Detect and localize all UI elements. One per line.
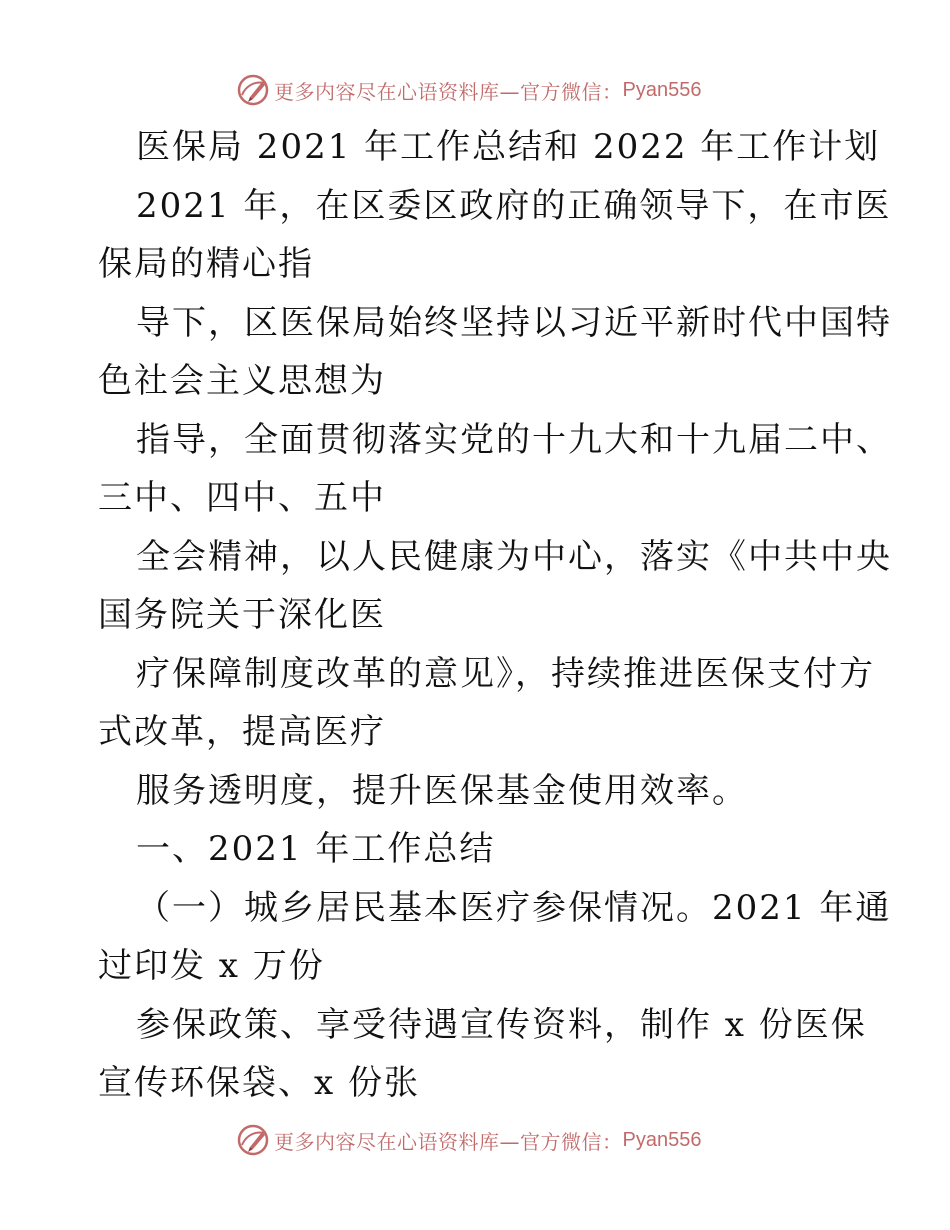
text-line: （一）城乡居民基本医疗参保情况。2021 年通 bbox=[136, 887, 892, 928]
text-line: 指导，全面贯彻落实党的十九大和十九届二中、 bbox=[136, 419, 892, 460]
text-line: 过印发 x 万份 bbox=[98, 946, 325, 986]
watermark-text: 更多内容尽在心语资料库—官方微信： bbox=[274, 79, 623, 104]
text-line: 疗保障制度改革的意见》，持续推进医保支付方 bbox=[136, 653, 875, 694]
text-line: 式改革，提高医疗 bbox=[98, 712, 386, 752]
text-line: 参保政策、享受待遇宣传资料，制作 x 份医保 bbox=[136, 1004, 867, 1045]
pen-logo-icon bbox=[236, 73, 270, 107]
text-line: 三中、四中、五中 bbox=[98, 478, 386, 518]
watermark-footer bbox=[236, 1122, 701, 1158]
watermark-wechat-id: Pyan556 bbox=[622, 1128, 702, 1151]
pen-logo-icon bbox=[236, 1123, 270, 1157]
watermark-wechat-id: Pyan556 bbox=[622, 78, 702, 101]
text-line: 色社会主义思想为 bbox=[98, 361, 386, 401]
text-line: 导下，区医保局始终坚持以习近平新时代中国特 bbox=[136, 302, 892, 343]
text-line: 服务透明度，提升医保基金使用效率。 bbox=[136, 770, 748, 811]
watermark-header bbox=[236, 72, 701, 108]
watermark-text: 更多内容尽在心语资料库—官方微信： bbox=[274, 1129, 623, 1154]
text-line: 宣传环保袋、x 份张 bbox=[98, 1063, 420, 1103]
document-body bbox=[98, 118, 892, 1113]
text-line: 国务院关于深化医 bbox=[98, 595, 386, 635]
text-line: 全会精神，以人民健康为中心，落实《中共中央 bbox=[136, 536, 892, 577]
section-heading: 一、2021 年工作总结 bbox=[136, 829, 496, 869]
document-title: 医保局 2021 年工作总结和 2022 年工作计划 bbox=[136, 127, 881, 167]
text-line: 2021 年，在区委区政府的正确领导下，在市医 bbox=[136, 185, 892, 226]
text-line: 保局的精心指 bbox=[98, 244, 314, 284]
